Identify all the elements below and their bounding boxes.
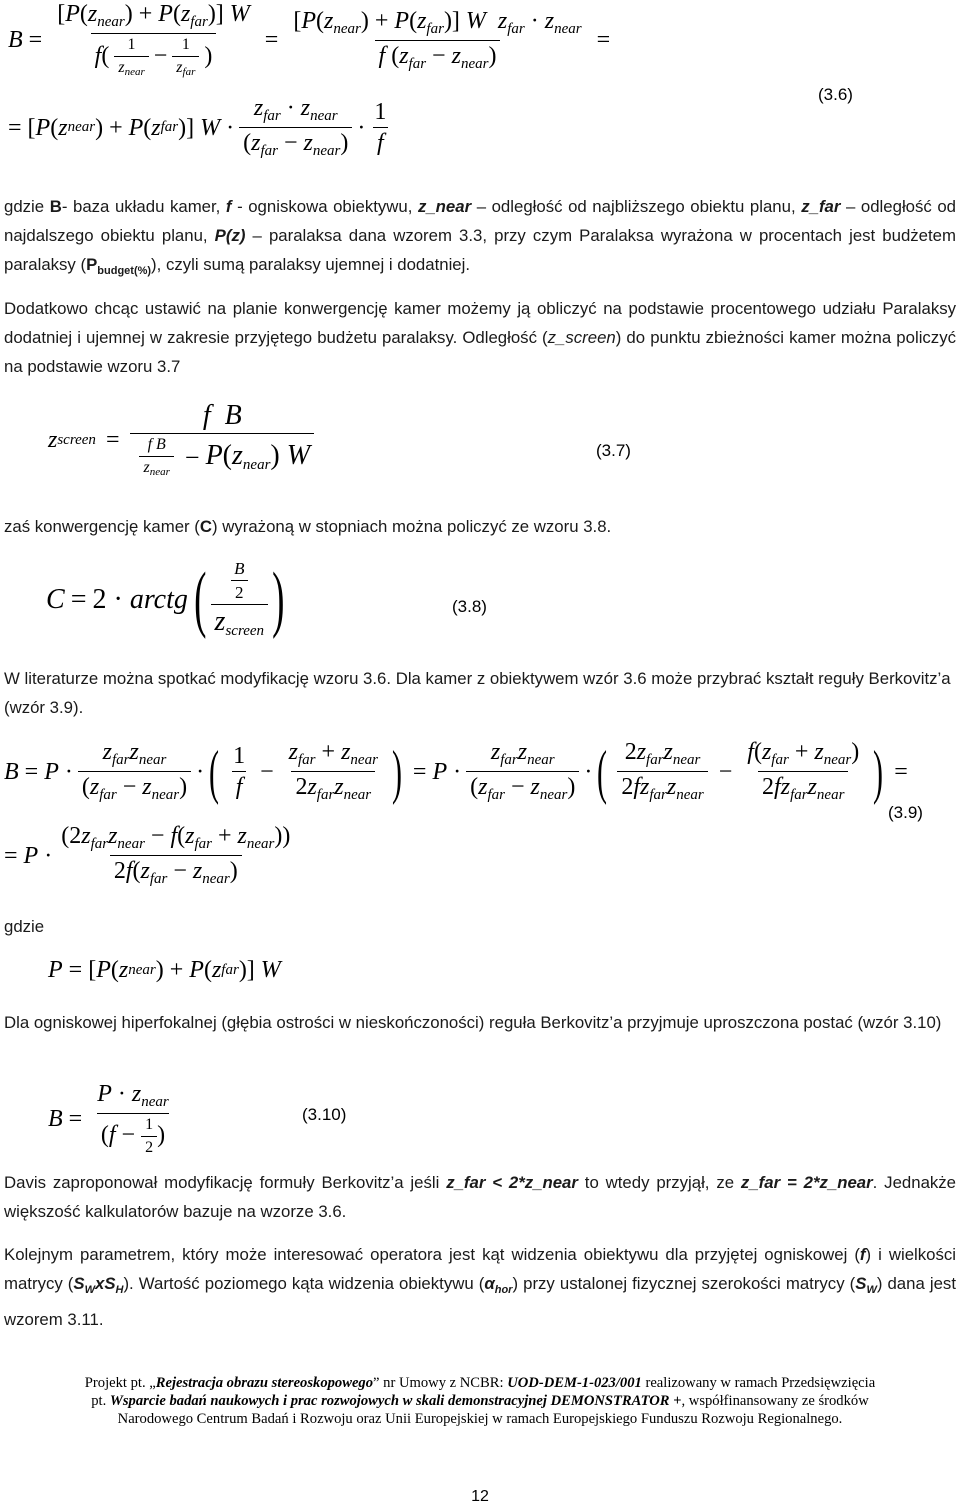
eq37-frac: f B $\frac{\text{f B}}{\text{znear}}$ − P(znear) W	[130, 402, 314, 478]
paragraph-convergence: Dodatkowo chcąc ustawić na planie konwergencję kamer możemy ją obliczyć na podstawie procentowego udziału Paralaksy dodatniej i ujemnej w zakresie przyjętego budżetu paralaksy. Odległość (z_screen) do punktu zbieżności kamer można policzyć na podstawie wzoru 3.7	[4, 299, 956, 376]
eq36-frac-3: $\frac{z_{far} \cdot z_{near}}{(z_{far} - z_{near})}$	[239, 96, 352, 159]
eq36-frac-1: $[P(z_{near}) + P(z_{far})]$ W f( $\frac{1}{\text{znear}}$ − $\frac{1}{\text{zfar}}$ )	[57, 1, 250, 78]
eq36-number: (3.6)	[818, 85, 853, 104]
paragraph-davis: Davis zaproponował modyfikację formuły Berkovitz’a jeśli z_far < 2*z_near to wtedy przyjął, ze z_far = 2*z_near. Jednakże większość kalkulatorów bazuje na wzorze 3.6.	[4, 1173, 957, 1221]
paragraph-field-of-view: Kolejnym parametrem, który może interesować operatora jest kąt widzenia obiektywu dla przyjętej ogniskowej (f) i wielkości matrycy $(S_WxS_H)$. Wartość poziomego kąta widzenia obiektywu $(\alpha_{hor})$ przy ustalonej fizycznej szerokości matrycy $(S_W)$ dana jest wzorem 3.11.	[4, 1245, 956, 1329]
equation-3-9: B = P · $\frac{z_{far}z_{near}}{(z_{far} - z_{near})}$ · ( $\frac{1}{f}$ − $\frac{z_{far} + z_{near}}{2z_{far}z_{near}}$ ) = P · $\frac{z_{far}z_{near}}{(z_{far} - z_{near})}$ · ( $\frac{2z_{far}z_{near}}{2fz_{far}z_{near}}$ − $\frac{f(z_{far} + z_{near})}{2fz_{far}z_{near}}$ ) = = P · $\frac{(2z_{far}z_{near} - f(z_{far} + z_{near}))}{2f(z_{far} - z_{near})}$ (3.9)	[4, 738, 923, 887]
equation-3-8: C = 2 · arctg ( $\frac{\frac{B}{2}}{\text{zscreen}}$ ) (3.8)	[46, 558, 487, 641]
paragraph-berkovitz-intro: W literaturze można spotkać modyfikację wzoru 3.6. Dla kamer z obiektywem wzór 3.6 może przybrać kształt reguły Berkovitz’a (wzór 3.9).	[4, 669, 951, 717]
eq36-frac-2: $\frac{[P(z_{near}) + P(z_{far})] W z_{far} \cdot z_{near}}{f (z_{far} - z_{near})}$	[293, 7, 582, 72]
eq38-number: (3.8)	[452, 597, 487, 616]
footer-line-1: Projekt pt. „Rejestracja obrazu stereoskopowego” nr Umowy z NCBR: UOD-DEM-1-023/001 realizowany w ramach Przedsięwzięcia	[84, 1375, 876, 1391]
equation-3-10: B = $P \cdot z_{near}$ (f − $\frac{1}{2}$ ) (3.10)	[48, 1081, 347, 1156]
footer-line-3: Narodowego Centrum Badań i Rozwoju oraz Unii Europejskiej w ramach Europejskiego Funduszu Rozwoju Regionalnego.	[117, 1411, 843, 1427]
eq36-frac-4: $\frac{1}{f}$	[374, 99, 387, 156]
eq36-B: B	[8, 27, 23, 53]
eq38-frac: $\frac{\frac{B}{2}}{\text{zscreen}}$	[211, 560, 269, 639]
paragraph-convergence-angle: zaś konwergencję kamer (C) wyrażoną w stopniach można policzyć ze wzoru 3.8.	[4, 517, 612, 536]
label-gdzie: gdzie	[4, 917, 45, 936]
paragraph-definitions: gdzie B- baza układu kamer, f - ogniskowa obiektywu, z_near – odległość od najbliższego obiektu planu, z_far – odległość od najdalszego obiektu planu, P(z) – paralaksa dana wzorem 3.3, przy czym Paralaksa wyrażona w procentach jest budżetem paralaksy $(P_{budget(\%)})$, czyli sumą paralaksy ujemnej i dodatniej.	[4, 197, 957, 277]
equation-3-7: z screen = f B $\frac{\text{f B}}{\text{znear}}$ − P(znear) W (3.7)	[48, 400, 631, 478]
eq37-number: (3.7)	[596, 441, 631, 460]
project-footer	[0, 1374, 960, 1428]
page-number: 12	[471, 1488, 489, 1505]
equation-P-definition: P = [ P ( z near ) + P ( z far )] W	[48, 957, 281, 983]
equation-3-6: B = $[P(z_{near}) + P(z_{far})]$ W f( $\frac{1}{\text{znear}}$ − $\frac{1}{\text{zfar}}$ ) = $\frac{[P(z_{near}) + P(z_{far})] W z_{far} \cdot z_{near}}{f (z_{far} - z_{near})}$ = = [ P ( z near ) + P ( z far )] W · $\frac{z_{far} \cdot z_{near}}{(z_{far} - z_{near})}$ · $\frac{1}{f}$ (3.6)	[8, 1, 853, 159]
eq310-number: (3.10)	[302, 1105, 347, 1124]
paragraph-hyperfocal: Dla ogniskowej hiperfokalnej (głębia ostrości w nieskończoności) reguła Berkovitz’a przyjmuje uproszczona postać (wzór 3.10)	[4, 1013, 942, 1032]
eq39-number: (3.9)	[888, 803, 923, 822]
footer-line-2: pt. Wsparcie badań naukowych i prac rozwojowych w skali demonstracyjnej DEMONSTRATOR +, współfinansowany ze środków	[91, 1393, 869, 1409]
